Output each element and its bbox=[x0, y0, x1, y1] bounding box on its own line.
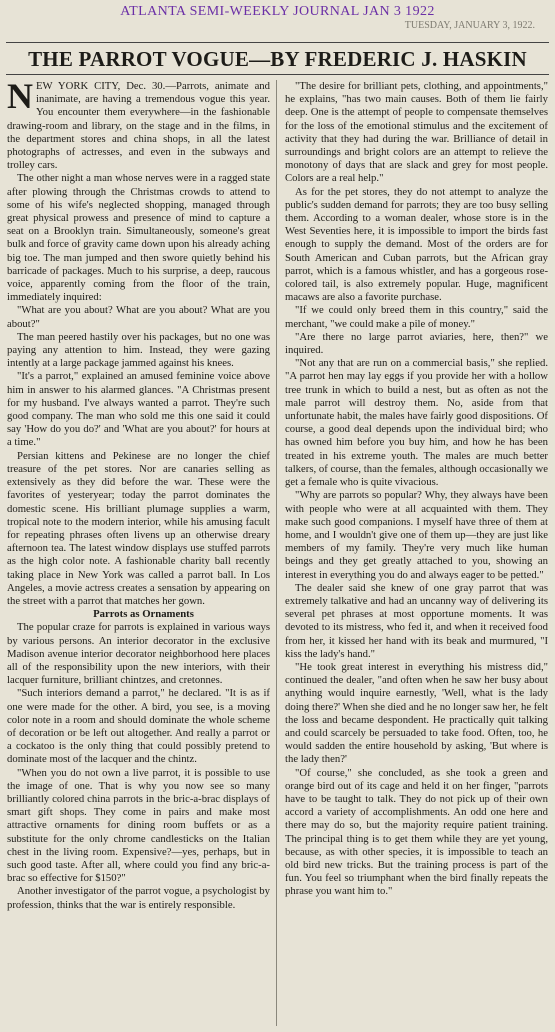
top-rule bbox=[6, 42, 549, 43]
left-column bbox=[7, 80, 270, 1028]
paragraph: "Such interiors demand a parrot," he declared. "It is as if one were made for the other. A bird, you see, is a moving color note in a room and should dominate the whole scheme of decoration or be left out altogether. And really a parrot or a cockatoo is the only thing that could possibly pretend to dominate most of the lacquer and the chintz. bbox=[7, 687, 270, 766]
paragraph: The popular craze for parrots is explained in various ways by various persons. An interior decorator in the exclusive Madison avenue interior decorator neighborhood here places all of the responsibility upon the new interiors, with their lacquer furniture, brilliant chintzes, and cretonnes. bbox=[7, 621, 270, 687]
paragraph: The man peered hastily over his packages, but no one was paying any attention to him. Instead, they were gazing intently at a large package jammed against his knees. bbox=[7, 330, 270, 370]
headline: THE PARROT VOGUE—BY FREDERIC J. HASKIN bbox=[28, 47, 527, 71]
headline-rule bbox=[6, 74, 549, 75]
right-column bbox=[285, 80, 548, 1028]
paragraph: NEW YORK CITY, Dec. 30.—Parrots, animate and inanimate, are having a tremendous vogue this year. You encounter them everywhere—in the fashionable drawing-room and library, on the stage and in the films, in the department stores and china shops, in all the latest photographs of actresses, and even in the subways and trolley cars. bbox=[7, 80, 270, 172]
paragraph: "If we could only breed them in this country," said the merchant, "we could make a pile of money." bbox=[285, 304, 548, 330]
paragraph: "What are you about? What are you about? What are you about?" bbox=[7, 304, 270, 330]
paragraph: The dealer said she knew of one gray parrot that was extremely talkative and had an uncanny way of delivering its several pet phrases at most opportune moments. It was devoted to its mistress, who fed it, and when it received food from her, it kissed her hand with its beak and murmured, "I kiss the lady's hand." bbox=[285, 581, 548, 660]
paragraph: "He took great interest in everything his mistress did," continued the dealer, "and often when he saw her busy about anything would inquire earnestly, 'Well, what is the lady doing there?' When she died and he no longer saw her, he felt the loss and became despondent. He practically quit talking and could scarcely be persuaded to take food. Often, too, he would sadden the entire household by asking, 'But where is the lady then?' bbox=[285, 660, 548, 766]
paragraph: "Are there no large parrot aviaries, here, then?" we inquired. bbox=[285, 330, 548, 357]
column-divider bbox=[276, 80, 277, 1026]
paragraph: The other night a man whose nerves were in a ragged state after plowing through the Christmas crowds to attend to some of his wife's neglected shopping, managed through great physical prowess and presence of mind to capture a seat on a Brooklyn train. Simultaneously, someone's great bulk and force of gravity came down upon his already aching big toe. The man jumped and then swore quietly behind his barricade of packages. Much to his surprise, a deep, raucous voice, apparently coming from the floor of the train, immediately inquired: bbox=[7, 172, 270, 304]
paragraph: Another investigator of the parrot vogue, a psychologist by profession, thinks that the war is entirely responsible. bbox=[7, 885, 270, 911]
paragraph: "The desire for brilliant pets, clothing, and appointments," he explains, "has two main causes. Both of them lie fairly deep. One is the attempt of people to compensate themselves for the loss of the emotional stimulus and the excitement of activity that they had during the war. Brilliance of detail in surroundings and bright colors are an attempt to relieve the monotony of days that are slack and grey for most people. Colors are a real help." bbox=[285, 80, 548, 185]
paragraph: As for the pet stores, they do not attempt to analyze the public's sudden demand for parrots; they are too busy selling them. According to a woman dealer, whose store is in the West Seventies here, it is impossible to import the birds fast enough to supply the demand. Most of the orders are for South American and Cuban parrots, but the African gray parrot, which is a famous whistler, and has a gorgeous rose-colored tail, is also extremely popular. Huge, magnificent macaws are also a favorite purchase. bbox=[285, 185, 548, 304]
paragraph: Persian kittens and Pekinese are no longer the chief treasure of the pet stores. Nor are canaries selling as extensively as they did before the war. These were the favorites of yesteryear; today the parrot dominates the domestic scene. His brilliant plumage supplies a warm, tropical note to the modern interior, while his amusing facult for repeating phrases often livens up an otherwise dreary afternoon tea. The latest window displays use stuffed parrots as the high color note. A fashionable charity ball recently taking place in New York was called a parrot ball. In Los Angeles, a movie actress creates a sensation by appearing on the street with a parrot that matches her gown. bbox=[7, 449, 270, 607]
paragraph: "When you do not own a live parrot, it is possible to use the image of one. That is why you now see so many brilliantly colored china parrots in the bric-a-brac displays of smart gift shops. They come in pairs and make most attractive ornaments for dining room buffets or as a substitute for the only chrome candlesticks on the Italian chest in the living room. Expensive?—yes, perhaps, but in such good taste. After all, where could you find any bric-a-brac so effective for $150?" bbox=[7, 766, 270, 885]
paragraph: "It's a parrot," explained an amused feminine voice above him in answer to his alarmed glances. "A Christmas present for my husband. I've always wanted a parrot. They're such good company. The man who sold me this one said it could say 'How do you do?' and 'What are you about?' for hours at a time." bbox=[7, 370, 270, 449]
dateline: TUESDAY, JANUARY 3, 1922. bbox=[404, 20, 535, 31]
subheading: Parrots as Ornaments bbox=[93, 608, 194, 621]
paragraph: "Of course," she concluded, as she took a green and orange bird out of its cage and held it on her finger, "parrots have to be taught to talk. They do not pick up of their own accord a variety of accomplishments. An odd one here and there may do so, but the majority require patient training. The principal thing is to get them while they are yet young, because, as with other species, it is impossible to teach an old bird new tricks. But the training process is part of the fun. You feel so triumphant when the bird finally repeats the phrase you want him to." bbox=[285, 766, 548, 898]
paragraph: "Not any that are run on a commercial basis," she replied. "A parrot hen may lay eggs if you provide her with a hollow tree trunk in which to build a nest, but as often as not the male parrot will destroy them. No, aside from that unfortunate habit, the males have fairly good dispositions. Of course, a good deal depends upon the individual bird; who has owned him before you buy him, and how he has been treated in his extreme youth. The males are much better talkers, of course, than the females, although occasionally we get a female who is quite vivacious. bbox=[285, 357, 548, 489]
archive-stamp: ATLANTA SEMI-WEEKLY JOURNAL JAN 3 1922 bbox=[120, 4, 435, 19]
paragraph: "Why are parrots so popular? Why, they always have been with people who were at all acquainted with them. They make such good companions. I myself have three of them at home, and I wouldn't give one of them up—they are just like members of my family. They're very much like human beings and they get greatly attached to you, showing an interest in everything you do and always eager to be petted." bbox=[285, 489, 548, 581]
